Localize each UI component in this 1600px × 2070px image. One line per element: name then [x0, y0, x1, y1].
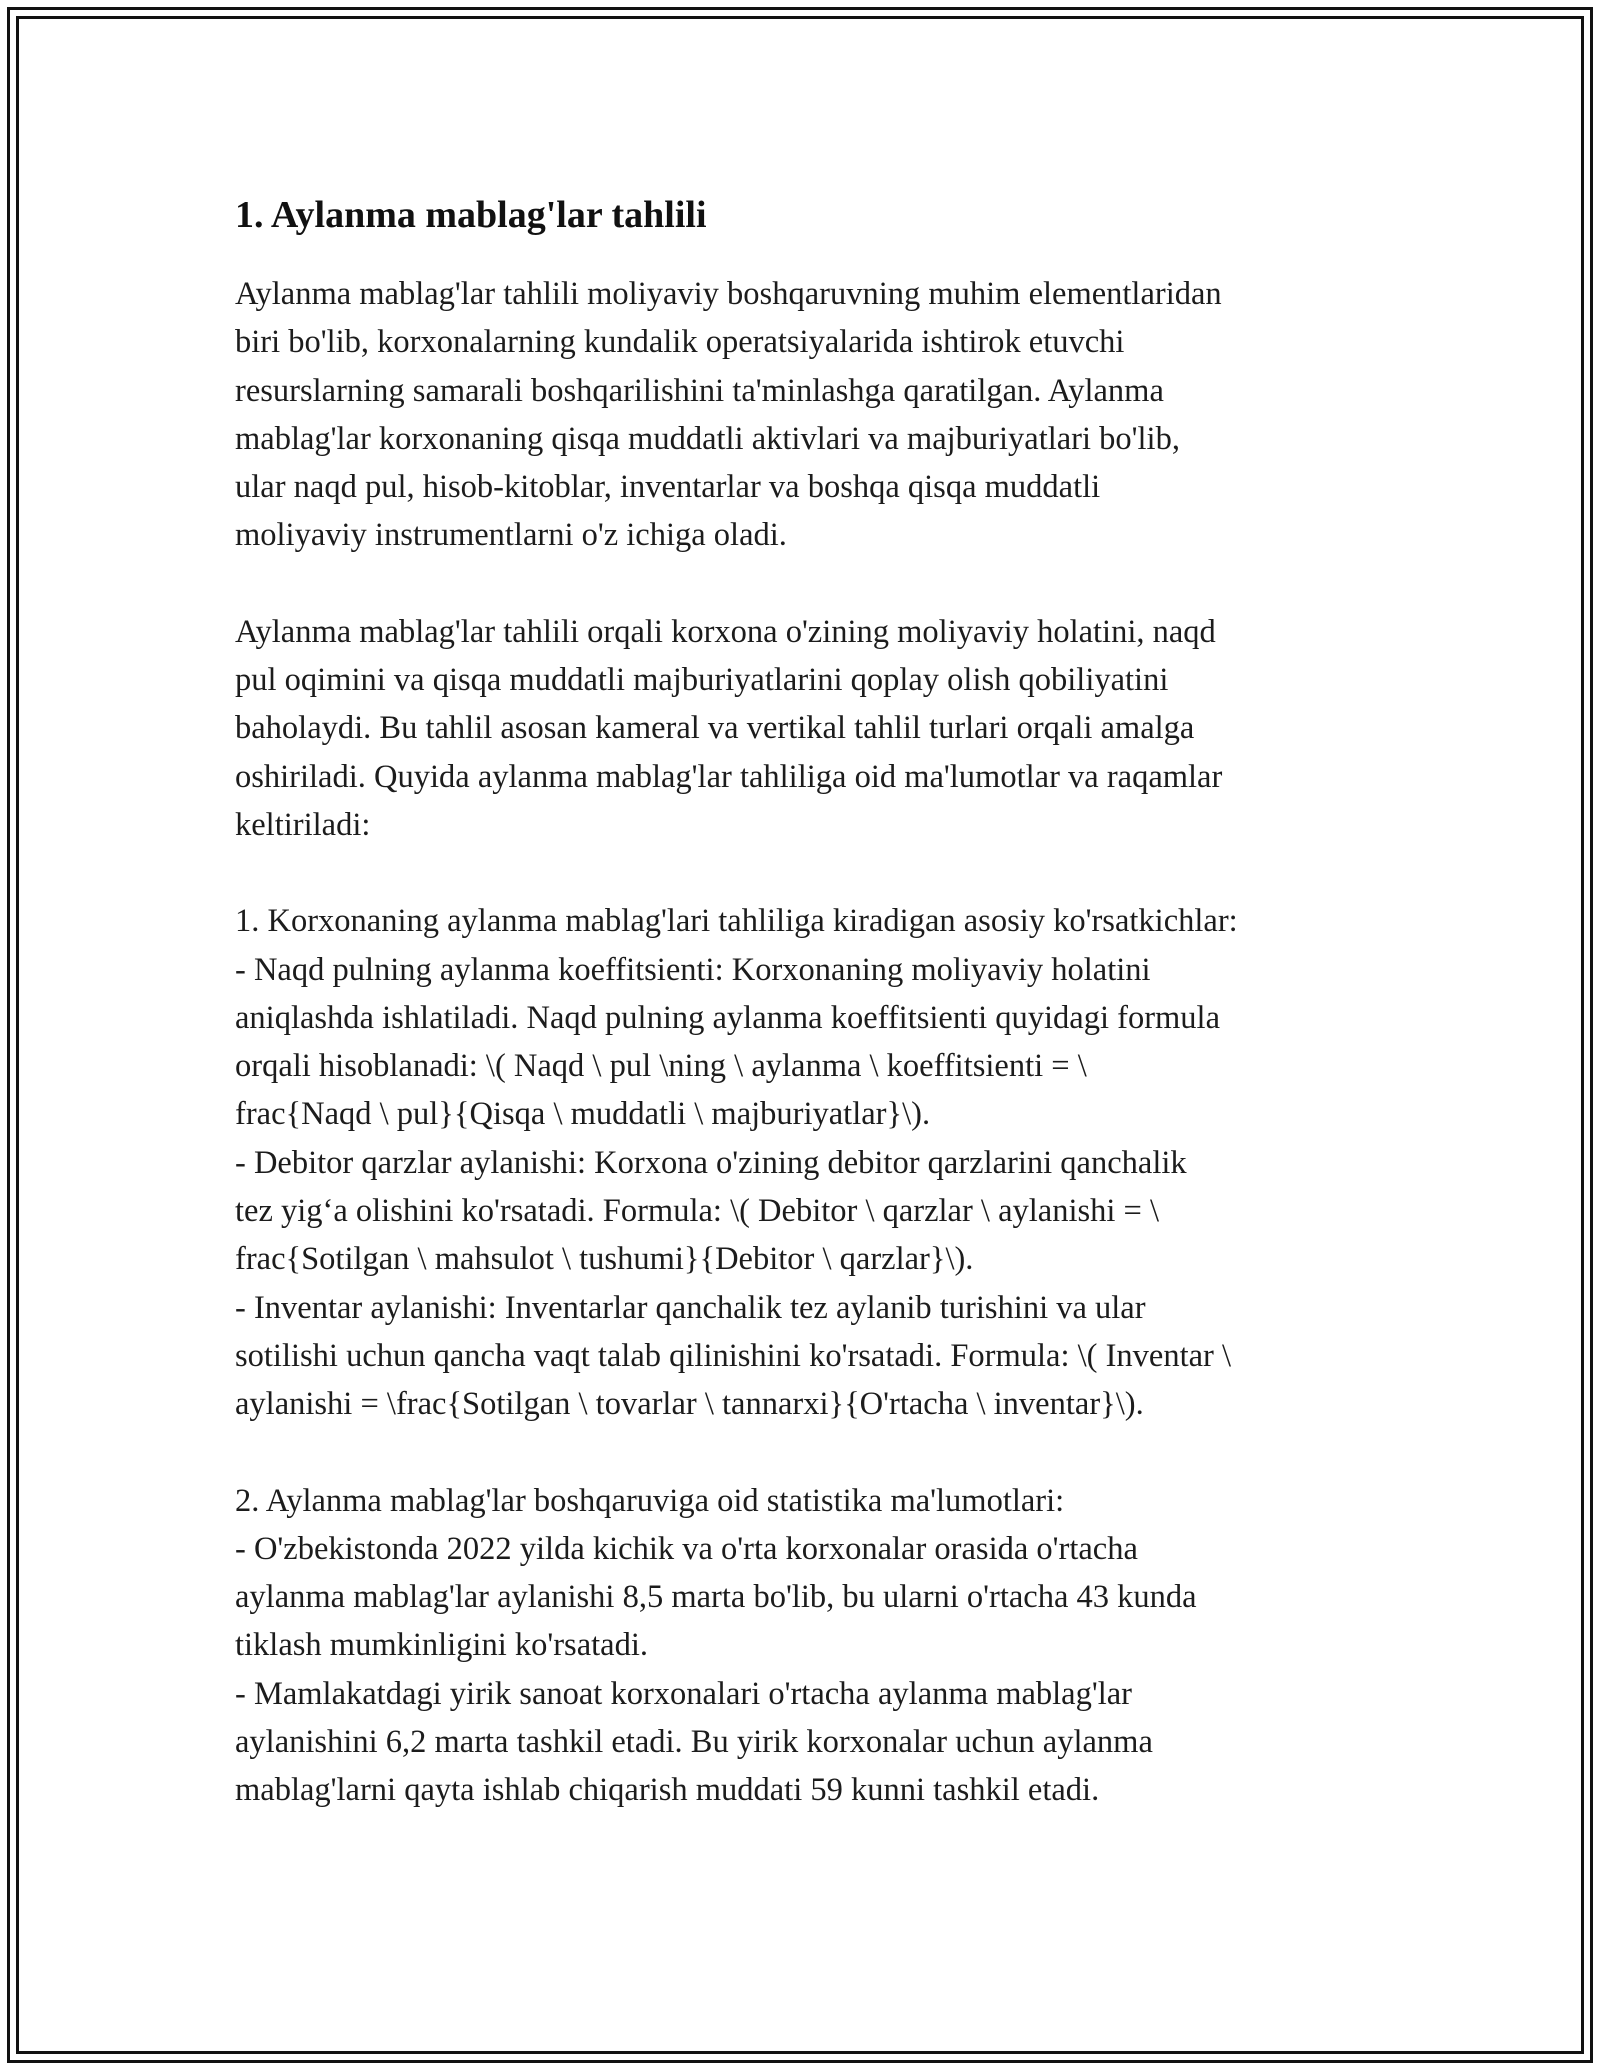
document-body — [235, 182, 1375, 1815]
statistics-list: 2. Aylanma mablag'lar boshqaruviga oid statistika ma'lumotlari: - O'zbekistonda 2022 yilda kichik va o'rta korxonalar orasida o'rtacha aylanma mablag'lar aylanishi 8,5 marta bo'lib, bu ularni o'rtacha 43 kunda tiklash mumkinligini ko'rsatadi. - Mamlakatdagi yirik sanoat korxonalari o'rtacha aylanma mablag'lar aylanishini 6,2 marta tashkil etadi. Bu yirik korxonalar uchun aylanma mablag'larni qayta ishlab chiqarish muddati 59 kunni tashkil etadi. — [235, 1482, 1197, 1809]
analysis-paragraph: Aylanma mablag'lar tahlili orqali korxona o'zining moliyaviy holatini, naqd pul oqimini va qisqa muddatli majburiyatlarini qoplay olish qobiliyatini baholaydi. Bu tahlil asosan kameral va vertikal tahlil turlari orqali amalga oshiriladi. Quyida aylanma mablag'lar tahliliga oid ma'lumotlar va raqamlar keltiriladi: — [235, 613, 1223, 843]
indicators-list: 1. Korxonaning aylanma mablag'lari tahliliga kiradigan asosiy ko'rsatkichlar: - Naqd pulning aylanma koeffitsienti: Korxonaning moliyaviy holatini aniqlashda ishlatiladi. Naqd pulning aylanma koeffitsienti quyidagi formula orqali hisoblanadi: \( Naqd \ pul \ning \ aylanma \ koeffitsienti = \ frac{Naqd \ pul}{Qisqa \ muddatli \ majburiyatlar}\). - Debitor qarzlar aylanishi: Korxona o'zining debitor qarzlarini qanchalik tez yig‘a olishini ko'rsatadi. Formula: \( Debitor \ qarzlar \ aylanishi = \ frac{Sotilgan \ mahsulot \ tushumi}{Debitor \ qarzlar}\). - Inventar aylanishi: Inventarlar qanchalik tez aylanib turishini va ular sotilishi uchun qancha vaqt talab qilinishini ko'rsatadi. Formula: \( Inventar \ aylanishi = \frac{Sotilgan \ tovarlar \ tannarxi}{O'rtacha \ inventar}\). — [235, 903, 1238, 1423]
section-heading: 1. Aylanma mablag'lar tahlili — [235, 194, 707, 236]
intro-paragraph: Aylanma mablag'lar tahlili moliyaviy boshqaruvning muhim elementlaridan biri bo'lib, korxonalarning kundalik operatsiyalarida ishtirok etuvchi resurslarning samarali boshqarilishini ta'minlashga qaratilgan. Aylanma mablag'lar korxonaning qisqa muddatli aktivlari va majburiyatlari bo'lib, ular naqd pul, hisob-kitoblar, inventarlar va boshqa qisqa muddatli moliyaviy instrumentlarni o'z ichiga oladi. — [235, 276, 1222, 554]
